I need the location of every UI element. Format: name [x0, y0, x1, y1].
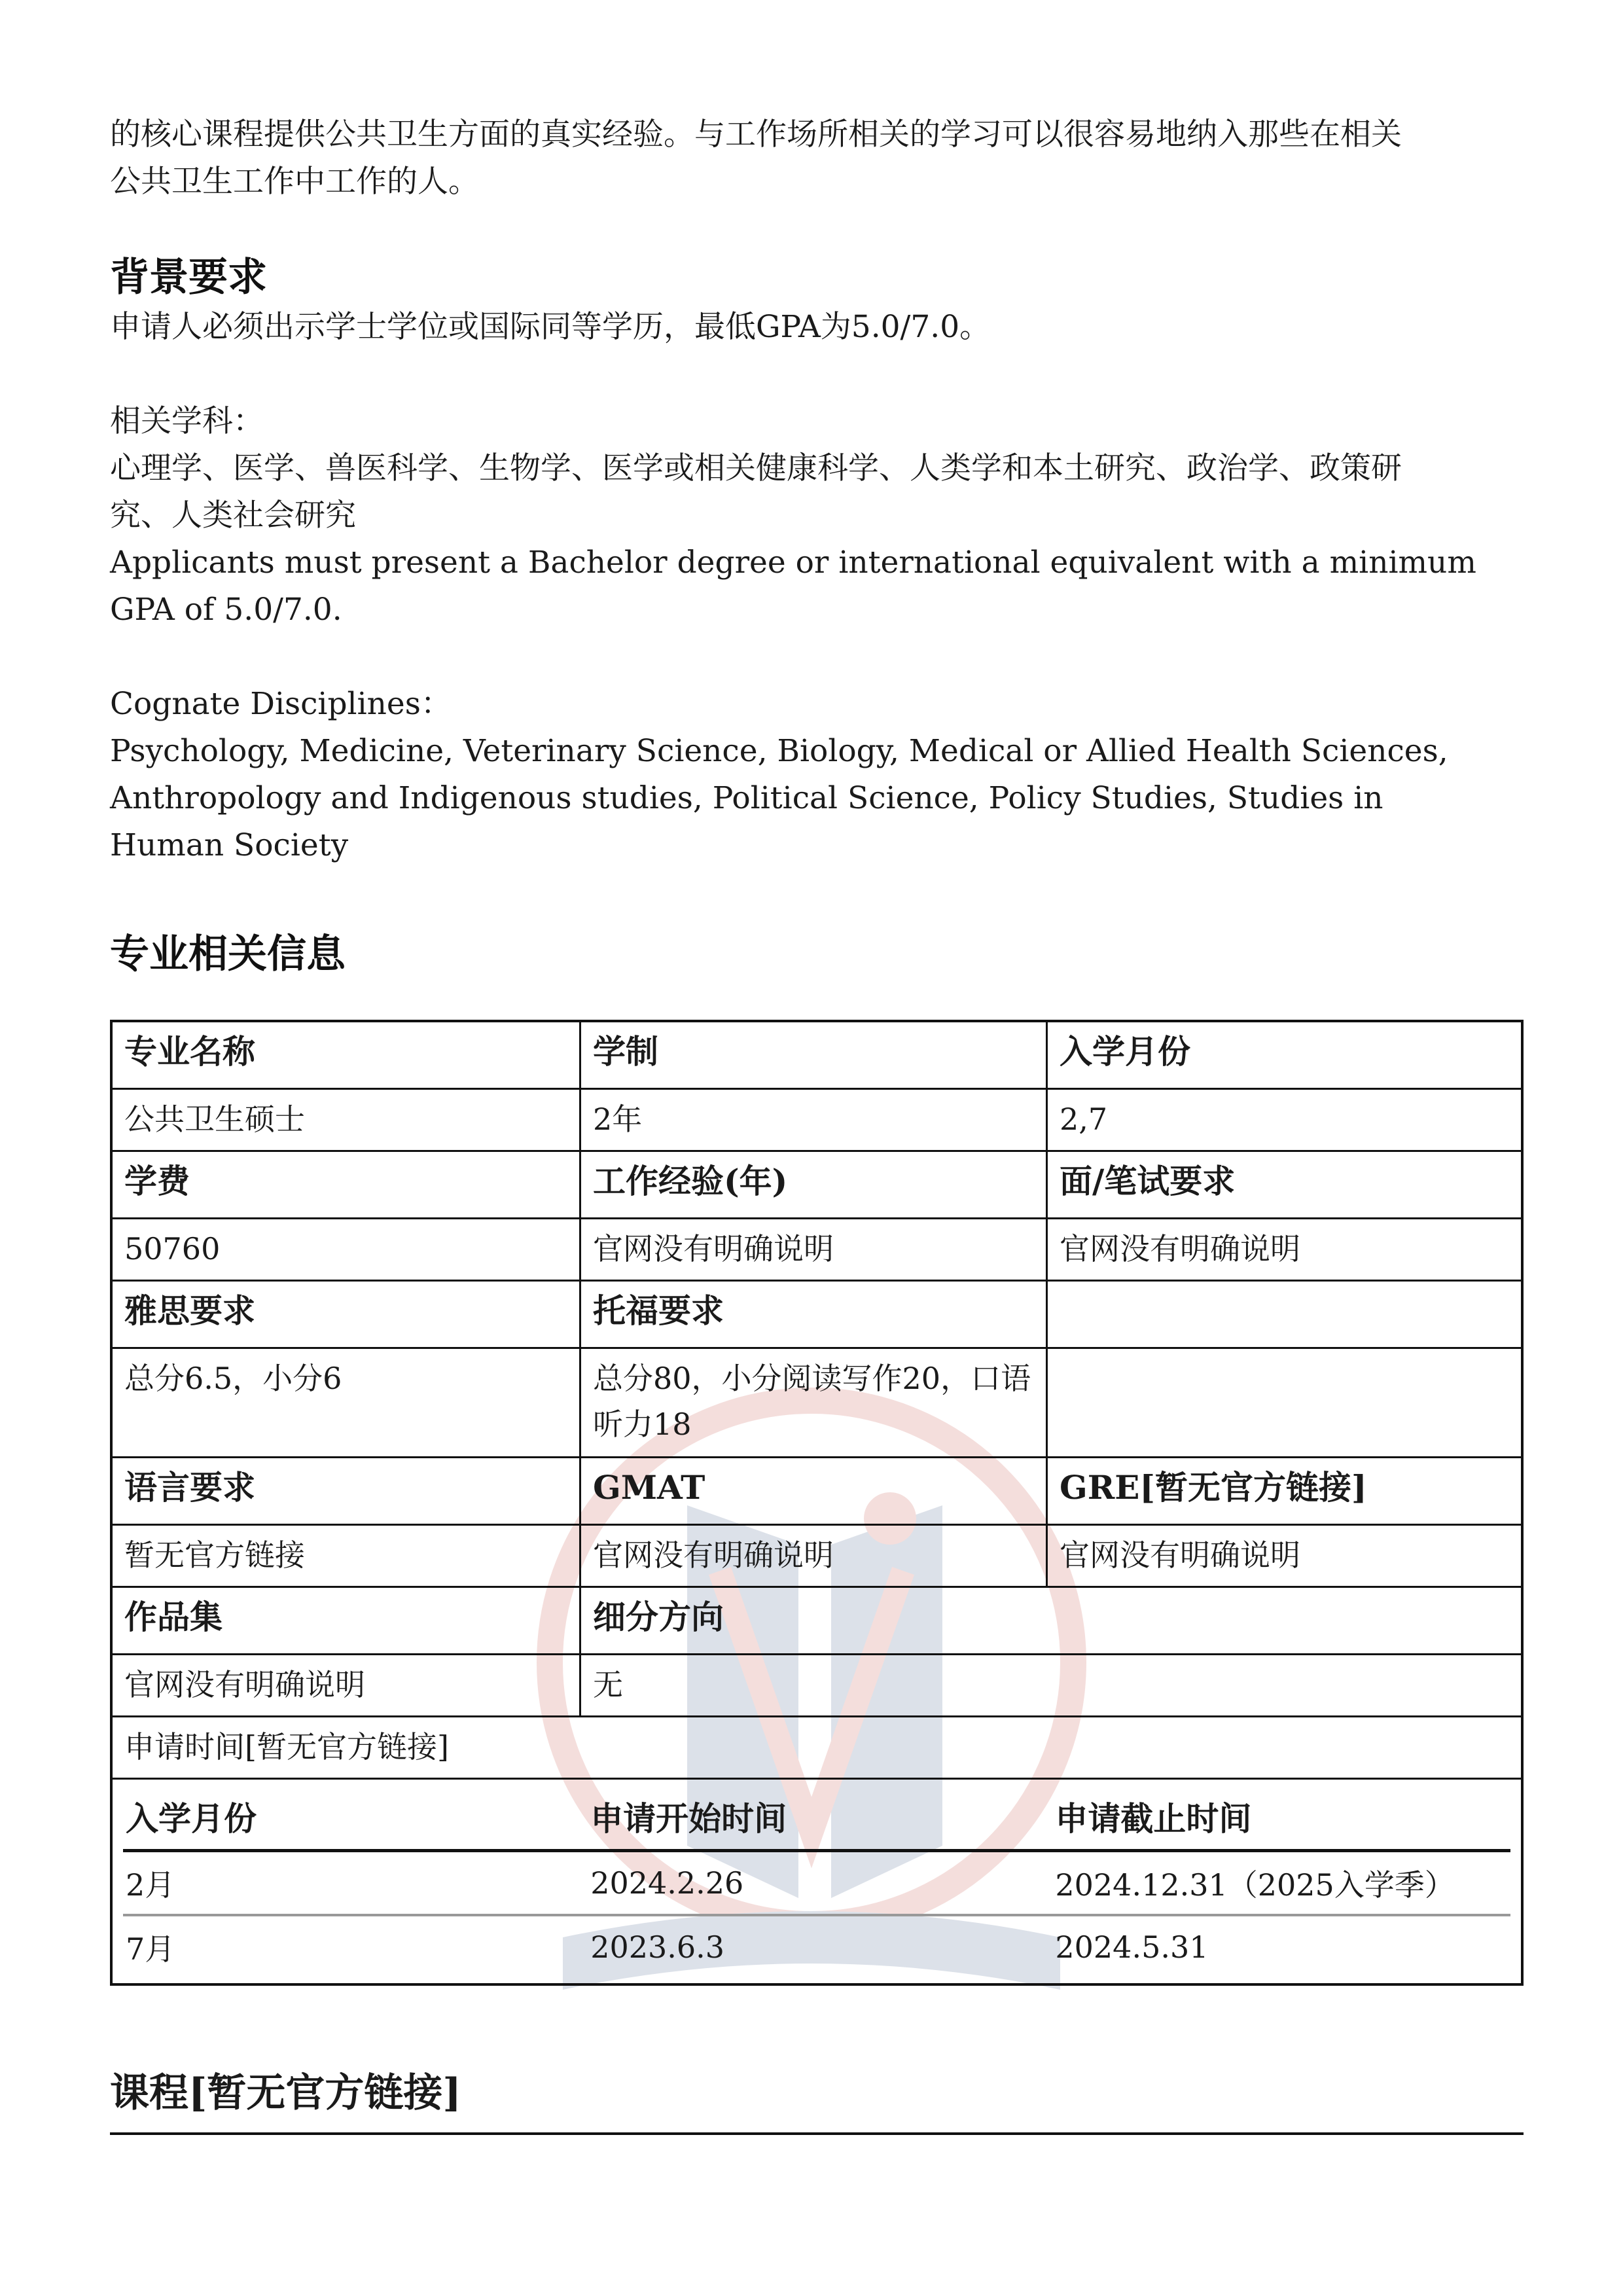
- header-work-experience: 工作经验(年): [579, 1152, 1046, 1217]
- header-duration: 学制: [579, 1022, 1046, 1088]
- value-gre: 官网没有明确说明: [1046, 1526, 1521, 1586]
- app-intake-feb: 2月: [123, 1851, 588, 1916]
- header-program-name: 专业名称: [124, 1032, 255, 1071]
- header-gmat: GMAT: [579, 1458, 1046, 1524]
- header-portfolio: 作品集: [124, 1598, 223, 1636]
- value-ielts: 总分6.5，小分6: [124, 1361, 342, 1396]
- app-header-start: 申请开始时间: [588, 1782, 1052, 1851]
- program-info-table: [110, 1020, 1524, 1986]
- table-row: [113, 1524, 1521, 1586]
- value-specialization: 无: [579, 1655, 1521, 1715]
- table-row: [113, 1653, 1521, 1715]
- value-work-experience: 官网没有明确说明: [579, 1219, 1046, 1280]
- en-requirement-line-1: Applicants must present a Bachelor degree or international equivalent with a minimum: [110, 545, 1476, 581]
- table-row: [123, 1851, 1510, 1916]
- value-toefl: 总分80，小分阅读写作20，口语听力18: [579, 1349, 1046, 1456]
- header-tuition: 学费: [124, 1162, 190, 1200]
- header-language: 语言要求: [124, 1468, 255, 1507]
- value-empty: [1046, 1349, 1521, 1456]
- app-deadline-jul: 2024.5.31: [1055, 1929, 1209, 1965]
- table-row: [113, 1088, 1521, 1150]
- page-content: [110, 111, 1524, 980]
- table-row: [113, 1586, 1521, 1653]
- table-row: [113, 1347, 1521, 1456]
- value-portfolio: 官网没有明确说明: [124, 1667, 365, 1702]
- value-duration: 2年: [579, 1090, 1046, 1150]
- table-row: [113, 1217, 1521, 1280]
- courses-divider: [110, 2132, 1524, 2135]
- intro-line-1: 的核心课程提供公共卫生方面的真实经验。与工作场所相关的学习可以很容易地纳入那些在相关: [110, 117, 1402, 152]
- app-header-intake: 入学月份: [123, 1782, 588, 1851]
- program-info-heading: 专业相关信息: [110, 931, 346, 977]
- header-ielts: 雅思要求: [124, 1291, 255, 1330]
- header-specialization: 细分方向: [579, 1588, 1521, 1653]
- value-tuition: 50760: [124, 1231, 221, 1266]
- application-time-label: 申请时间[暂无官方链接]: [124, 1729, 449, 1765]
- header-gre: GRE[暂无官方链接]: [1046, 1458, 1521, 1524]
- en-cognate-label: Cognate Disciplines：: [110, 686, 452, 722]
- header-intake-month: 入学月份: [1046, 1022, 1521, 1088]
- intro-line-2: 公共卫生工作中工作的人。: [110, 164, 479, 200]
- app-start-feb: 2024.2.26: [588, 1851, 1052, 1916]
- app-header-deadline: 申请截止时间: [1052, 1782, 1510, 1851]
- en-cognate-line-1: Psychology, Medicine, Veterinary Science, Biology, Medical or Allied Health Sciences,: [110, 733, 1448, 769]
- header-interview: 面/笔试要求: [1046, 1152, 1521, 1217]
- application-table-row: [113, 1778, 1521, 1983]
- table-row: [113, 1022, 1521, 1088]
- value-intake-month: 2,7: [1046, 1090, 1521, 1150]
- table-row: [113, 1715, 1521, 1778]
- table-row: [113, 1456, 1521, 1524]
- courses-heading: 课程[暂无官方链接]: [110, 2070, 461, 2116]
- en-cognate-line-3: Human Society: [110, 827, 349, 863]
- table-row: [113, 1150, 1521, 1217]
- value-program-name: 公共卫生硕士: [124, 1102, 305, 1137]
- app-intake-jul: 7月: [126, 1931, 175, 1967]
- zh-cognate-line-2: 究、人类社会研究: [110, 497, 356, 533]
- table-row: [113, 1280, 1521, 1347]
- value-interview: 官网没有明确说明: [1046, 1219, 1521, 1280]
- header-toefl: 托福要求: [579, 1282, 1046, 1347]
- application-table: [123, 1782, 1510, 1978]
- app-start-jul: 2023.6.3: [590, 1929, 725, 1965]
- zh-cognate-line-1: 心理学、医学、兽医科学、生物学、医学或相关健康科学、人类学和本土研究、政治学、政策研: [110, 450, 1402, 486]
- zh-cognate-label: 相关学科：: [110, 403, 264, 439]
- header-empty: [1046, 1282, 1521, 1347]
- en-cognate-line-2: Anthropology and Indigenous studies, Political Science, Policy Studies, Studies in: [110, 780, 1383, 816]
- value-gmat: 官网没有明确说明: [579, 1526, 1046, 1586]
- value-language: 暂无官方链接: [124, 1537, 305, 1573]
- background-heading: 背景要求: [110, 255, 267, 300]
- en-requirement-line-2: GPA of 5.0/7.0.: [110, 592, 342, 628]
- table-row: [123, 1915, 1510, 1978]
- app-deadline-feb: 2024.12.31（2025入学季）: [1052, 1851, 1510, 1916]
- zh-requirement: 申请人必须出示学士学位或国际同等学历，最低GPA为5.0/7.0。: [110, 309, 991, 345]
